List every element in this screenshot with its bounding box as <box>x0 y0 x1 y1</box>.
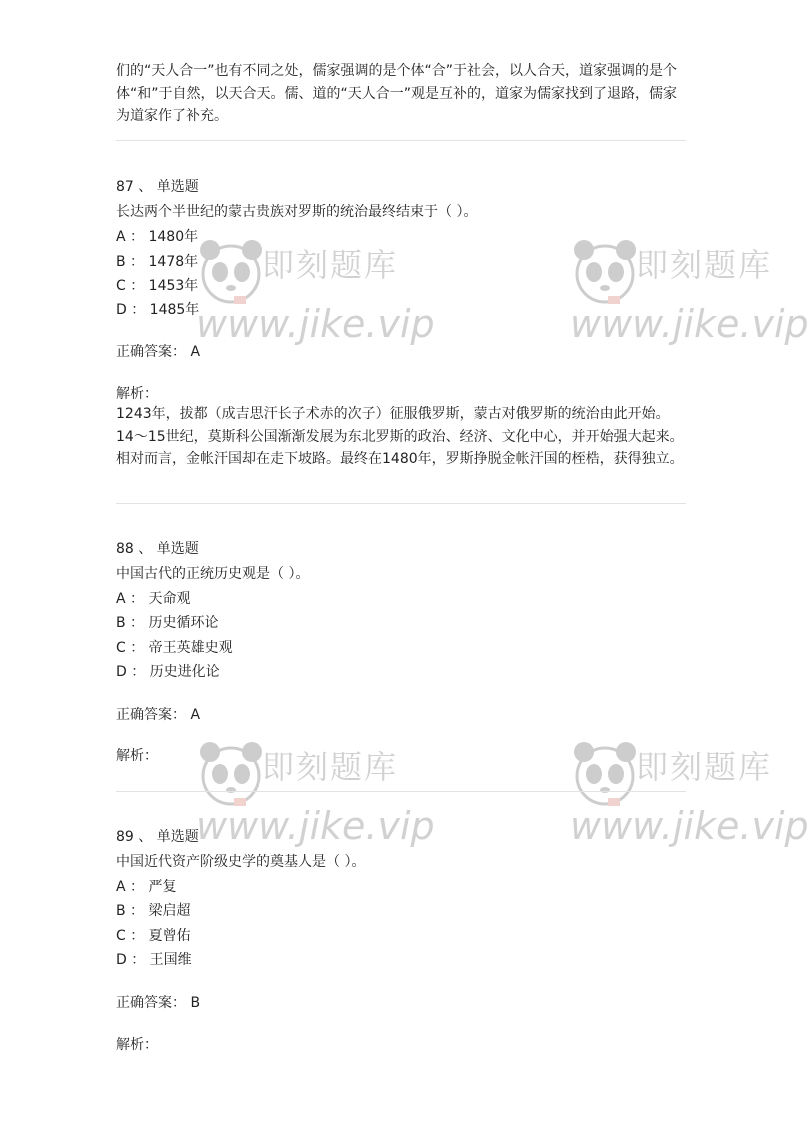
option-b[interactable]: B ： 梁启超 <box>116 903 191 919</box>
analysis-label: 解析： <box>116 1037 158 1053</box>
option-b[interactable]: B ： 历史循环论 <box>116 615 219 631</box>
option-d[interactable]: D ： 王国维 <box>116 952 192 968</box>
option-d[interactable]: D ： 1485年 <box>116 302 200 318</box>
watermark-url: www.jike.vip <box>196 302 435 346</box>
divider <box>116 791 686 792</box>
analysis-text: 1243年，拔都（成吉思汗长子术赤的次子）征服俄罗斯，蒙古对俄罗斯的统治由此开始。14～15世纪，莫斯科公国渐渐发展为东北罗斯的政治、经济、文化中心，并开始强大起来。相对而言，金帐汗国却在走下坡路。最终在1480年，罗斯挣脱金帐汗国的桎梏，获得独立。 <box>116 406 684 467</box>
watermark-brand: 即刻题库 <box>262 748 399 786</box>
question-stem: 长达两个半世纪的蒙古贵族对罗斯的统治最终结束于（ ）。 <box>116 204 478 220</box>
watermark <box>570 236 810 376</box>
question-header: 89 、 单选题 <box>116 829 199 845</box>
watermark-brand: 即刻题库 <box>636 748 773 786</box>
watermark-url: www.jike.vip <box>570 804 809 848</box>
watermark <box>196 236 436 376</box>
correct-answer: 正确答案： B <box>116 995 201 1011</box>
panda-icon <box>570 738 640 812</box>
option-c[interactable]: C ： 1453年 <box>116 278 199 294</box>
question-stem: 中国古代的正统历史观是（ ）。 <box>116 566 310 582</box>
option-d[interactable]: D ： 历史进化论 <box>116 664 220 680</box>
watermark-url: www.jike.vip <box>196 804 435 848</box>
panda-icon <box>196 738 266 812</box>
analysis-label: 解析： <box>116 748 158 764</box>
analysis-label: 解析： <box>116 386 158 402</box>
watermark <box>570 738 810 878</box>
intro-paragraph: 们的“天人合一”也有不同之处，儒家强调的是个体“合”于社会，以人合天，道家强调的是个体“和”于自然，以天合天。儒、道的“天人合一”观是互补的，道家为儒家找到了退路，儒家为道家作了补充。 <box>116 63 678 124</box>
option-a[interactable]: A ： 1480年 <box>116 229 199 245</box>
watermark-brand: 即刻题库 <box>262 246 399 284</box>
option-a[interactable]: A ： 严复 <box>116 879 177 895</box>
question-header: 88 、 单选题 <box>116 541 199 557</box>
panda-icon <box>570 236 640 310</box>
question-stem: 中国近代资产阶级史学的奠基人是（ ）。 <box>116 854 366 870</box>
watermark-brand: 即刻题库 <box>636 246 773 284</box>
correct-answer: 正确答案： A <box>116 344 201 360</box>
divider <box>116 140 686 141</box>
option-a[interactable]: A ： 天命观 <box>116 591 191 607</box>
option-b[interactable]: B ： 1478年 <box>116 254 199 270</box>
question-header: 87 、 单选题 <box>116 179 199 195</box>
option-c[interactable]: C ： 夏曾佑 <box>116 928 191 944</box>
panda-icon <box>196 236 266 310</box>
divider <box>116 503 686 504</box>
option-c[interactable]: C ： 帝王英雄史观 <box>116 640 233 656</box>
watermark-url: www.jike.vip <box>570 302 809 346</box>
correct-answer: 正确答案： A <box>116 707 201 723</box>
